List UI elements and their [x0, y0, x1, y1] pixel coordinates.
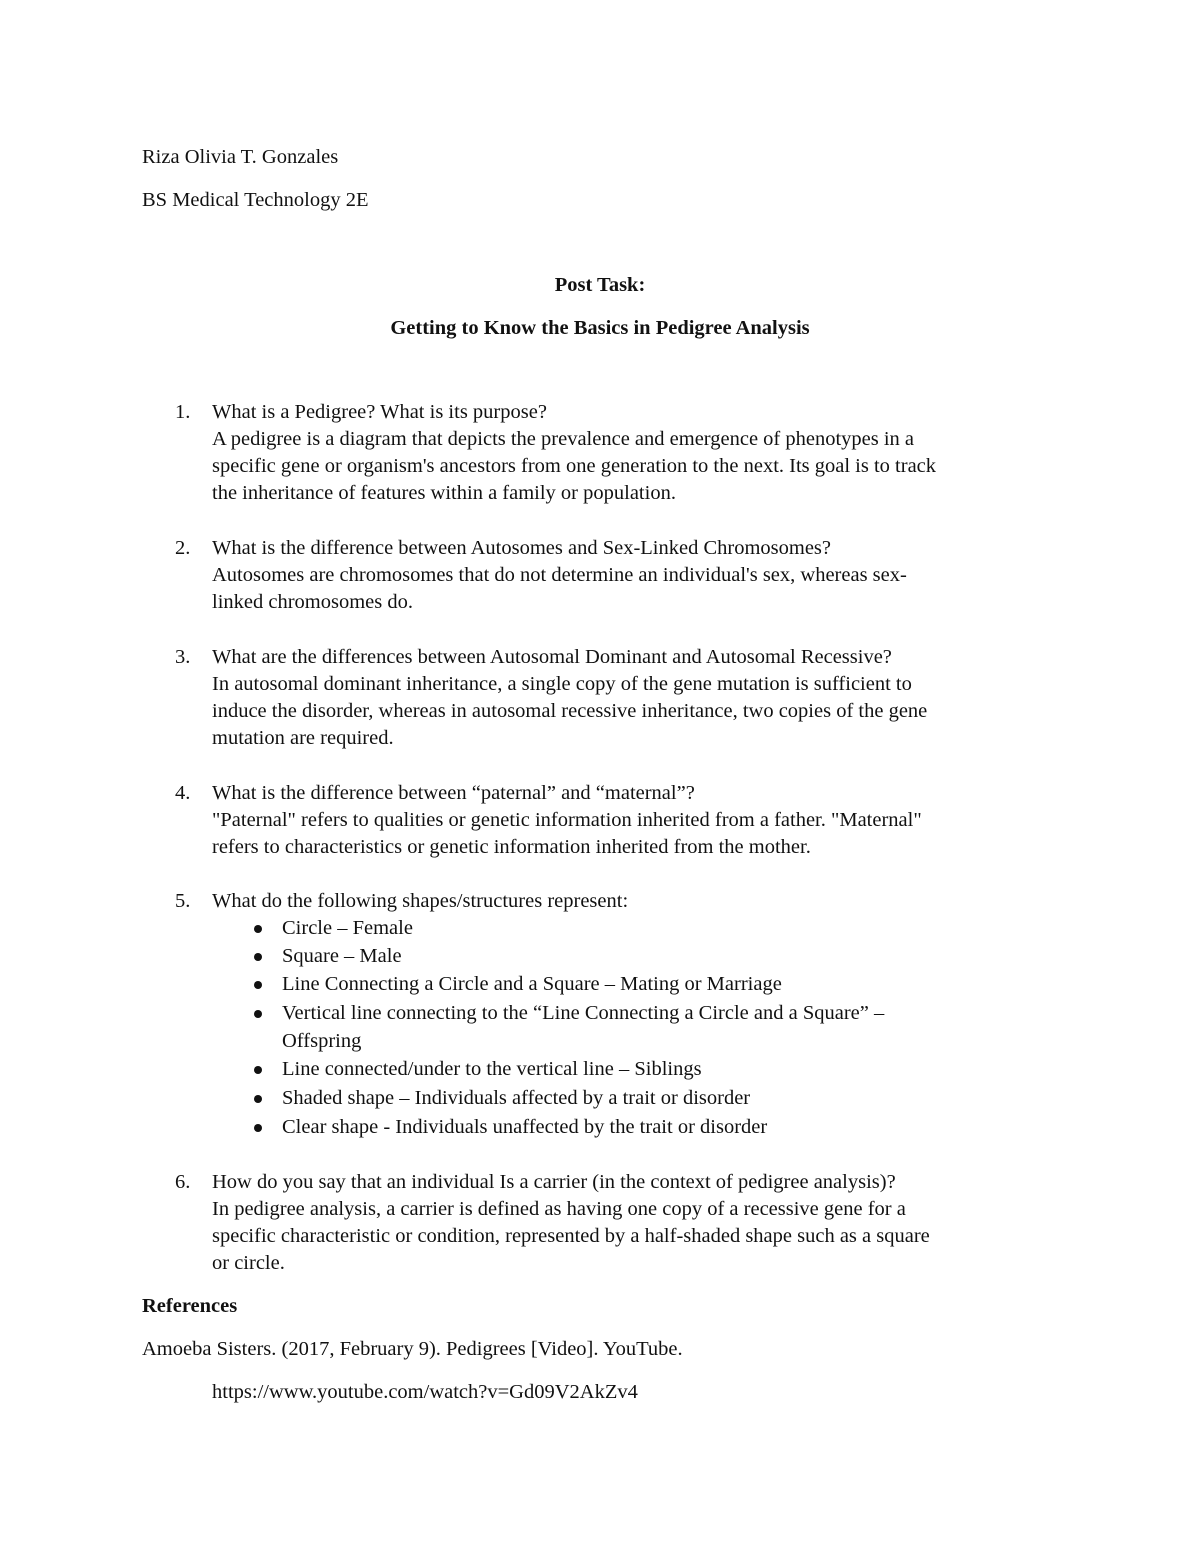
- answer-line: specific gene or organism's ancestors from one generation to the next. Its goal is to track: [212, 455, 937, 477]
- bullet-icon: [254, 1066, 262, 1074]
- answer-line: A pedigree is a diagram that depicts the prevalence and emergence of phenotypes in a: [212, 428, 915, 450]
- question-number: 3.: [175, 646, 191, 668]
- question-number: 1.: [175, 401, 191, 423]
- bullet-icon: [254, 1010, 262, 1018]
- answer-line: the inheritance of features within a family or population.: [212, 482, 676, 504]
- bullet-icon: [254, 1095, 262, 1103]
- answer-line: refers to characteristics or genetic information inherited from the mother.: [212, 836, 811, 858]
- answer-line: In autosomal dominant inheritance, a single copy of the gene mutation is sufficient to: [212, 673, 912, 695]
- program-name: BS Medical Technology 2E: [142, 189, 369, 211]
- answer-line: Autosomes are chromosomes that do not determine an individual's sex, whereas sex-: [212, 564, 907, 586]
- answer-line: In pedigree analysis, a carrier is defined as having one copy of a recessive gene for a: [212, 1198, 906, 1220]
- reference-entry: Amoeba Sisters. (2017, February 9). Pedigrees [Video]. YouTube.: [142, 1338, 683, 1360]
- reference-url: https://www.youtube.com/watch?v=Gd09V2AkZv4: [212, 1381, 638, 1403]
- question-text: What do the following shapes/structures represent:: [212, 890, 629, 912]
- bullet-icon: [254, 981, 262, 989]
- question-number: 2.: [175, 537, 191, 559]
- question-text: How do you say that an individual Is a carrier (in the context of pedigree analysis)?: [212, 1171, 896, 1193]
- question-number: 6.: [175, 1171, 191, 1193]
- question-number: 5.: [175, 890, 191, 912]
- list-item-continued: Offspring: [282, 1030, 362, 1052]
- bullet-icon: [254, 1124, 262, 1132]
- bullet-icon: [254, 925, 262, 933]
- list-item: Square – Male: [282, 945, 402, 967]
- answer-line: specific characteristic or condition, represented by a half-shaded shape such as a square: [212, 1225, 930, 1247]
- list-item: Circle – Female: [282, 917, 413, 939]
- list-item: Line Connecting a Circle and a Square – Mating or Marriage: [282, 973, 782, 995]
- list-item: Line connected/under to the vertical line – Siblings: [282, 1058, 702, 1080]
- bullet-icon: [254, 953, 262, 961]
- list-item: Vertical line connecting to the “Line Connecting a Circle and a Square” –: [282, 1002, 885, 1024]
- question-text: What is a Pedigree? What is its purpose?: [212, 401, 547, 423]
- title-line-1: Post Task:: [554, 274, 646, 296]
- question-number: 4.: [175, 782, 191, 804]
- list-item: Clear shape - Individuals unaffected by the trait or disorder: [282, 1116, 768, 1138]
- answer-line: mutation are required.: [212, 727, 394, 749]
- answer-line: or circle.: [212, 1252, 285, 1274]
- answer-line: linked chromosomes do.: [212, 591, 413, 613]
- question-text: What are the differences between Autosomal Dominant and Autosomal Recessive?: [212, 646, 892, 668]
- references-heading: References: [142, 1295, 238, 1317]
- answer-line: "Paternal" refers to qualities or genetic information inherited from a father. "Maternal": [212, 809, 922, 831]
- question-text: What is the difference between Autosomes and Sex-Linked Chromosomes?: [212, 537, 832, 559]
- title-line-2: Getting to Know the Basics in Pedigree Analysis: [390, 317, 810, 339]
- list-item: Shaded shape – Individuals affected by a trait or disorder: [282, 1087, 751, 1109]
- answer-line: induce the disorder, whereas in autosomal recessive inheritance, two copies of the gene: [212, 700, 928, 722]
- question-text: What is the difference between “paternal” and “maternal”?: [212, 782, 695, 804]
- author-name: Riza Olivia T. Gonzales: [142, 146, 339, 168]
